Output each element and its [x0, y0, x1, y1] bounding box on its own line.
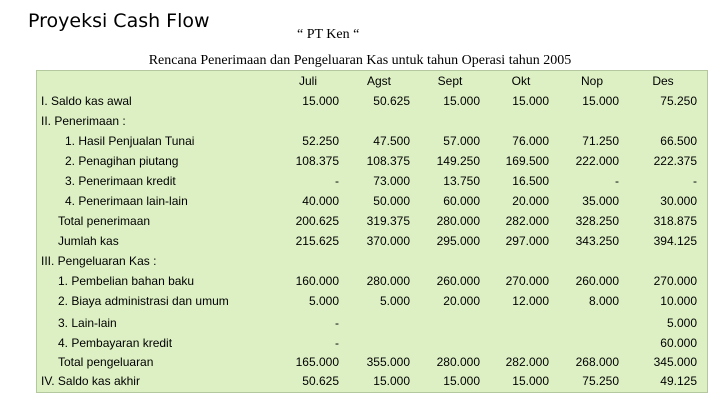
cell-value: 280.000	[436, 214, 480, 228]
cell-value: 222.000	[575, 154, 619, 168]
cell-value: 15.000	[582, 94, 619, 108]
cell-value: 20.000	[512, 194, 549, 208]
cash-flow-table	[36, 70, 708, 393]
cell-value: 5.000	[666, 316, 697, 330]
cell-value: 345.000	[653, 355, 697, 369]
row-label: 1. Pembelian bahan baku	[58, 274, 195, 288]
cell-value: 8.000	[588, 294, 619, 308]
cell-value: 15.000	[302, 94, 339, 108]
table-row	[37, 352, 707, 372]
cell-value: 50.625	[302, 374, 339, 388]
cell-value: 355.000	[366, 355, 410, 369]
cell-value: 15.000	[512, 94, 549, 108]
cell-value: 16.500	[512, 174, 549, 188]
table-row	[37, 151, 707, 171]
cell-value: 50.000	[373, 194, 410, 208]
cell-value: 295.000	[436, 234, 480, 248]
table-row	[37, 291, 707, 311]
cell-value: 60.000	[660, 336, 697, 350]
cell-value: 160.000	[295, 274, 339, 288]
cell-value: 73.000	[373, 174, 410, 188]
cell-value: 20.000	[443, 294, 480, 308]
row-label: III. Pengeluaran Kas :	[41, 254, 157, 268]
cell-value: 200.625	[295, 214, 339, 228]
cell-value: 343.250	[575, 234, 619, 248]
cell-value: 370.000	[366, 234, 410, 248]
cell-value: 169.500	[505, 154, 549, 168]
cell-value: -	[335, 174, 339, 188]
cell-value: 15.000	[443, 374, 480, 388]
cell-value: 12.000	[512, 294, 549, 308]
cell-value: 215.625	[295, 234, 339, 248]
slide-title: Proyeksi Cash Flow	[28, 10, 210, 32]
row-label: 2. Biaya administrasi dan umum	[58, 294, 229, 308]
cell-value: 222.375	[653, 154, 697, 168]
cell-value: 394.125	[653, 234, 697, 248]
cell-value: 319.375	[366, 214, 410, 228]
column-header: Agst	[366, 74, 391, 88]
cell-value: -	[335, 316, 339, 330]
cell-value: 47.500	[373, 134, 410, 148]
cell-value: 260.000	[436, 274, 480, 288]
cell-value: 328.250	[575, 214, 619, 228]
table-row	[37, 91, 707, 111]
table-row	[37, 211, 707, 231]
row-label: 3. Lain-lain	[58, 316, 117, 330]
cell-value: 52.250	[302, 134, 339, 148]
cell-value: 280.000	[366, 274, 410, 288]
row-label: IV. Saldo kas akhir	[41, 374, 140, 388]
cell-value: 149.250	[436, 154, 480, 168]
cell-value: 165.000	[295, 355, 339, 369]
table-row	[37, 251, 707, 271]
cell-value: 76.000	[512, 134, 549, 148]
cell-value: 268.000	[575, 355, 619, 369]
cell-value: 10.000	[660, 294, 697, 308]
cell-value: 40.000	[302, 194, 339, 208]
cell-value: 35.000	[582, 194, 619, 208]
cell-value: 66.500	[660, 134, 697, 148]
table-row	[37, 111, 707, 131]
cell-value: 297.000	[505, 234, 549, 248]
cell-value: 75.250	[582, 374, 619, 388]
column-header: Okt	[511, 74, 531, 88]
cell-value: 13.750	[443, 174, 480, 188]
table-subtitle: Rencana Penerimaan dan Pengeluaran Kas untuk tahun Operasi tahun 2005	[148, 53, 572, 68]
row-label: Total penerimaan	[58, 214, 151, 228]
cell-value: 5.000	[379, 294, 410, 308]
column-header: Nop	[580, 74, 603, 88]
table-row	[37, 371, 707, 391]
row-label: II. Penerimaan :	[41, 114, 126, 128]
table-row	[37, 131, 707, 151]
column-header: Sept	[437, 74, 463, 88]
cell-value: -	[693, 174, 697, 188]
cell-value: 49.125	[660, 374, 697, 388]
cell-value: 60.000	[443, 194, 480, 208]
column-header: Des	[652, 74, 674, 88]
cell-value: 108.375	[295, 154, 339, 168]
row-label: 2. Penagihan piutang	[65, 154, 179, 168]
row-label: 4. Penerimaan lain-lain	[65, 194, 188, 208]
column-header: Juli	[298, 74, 317, 88]
cell-value: -	[615, 174, 619, 188]
row-label: Jumlah kas	[58, 234, 119, 248]
cell-value: 260.000	[575, 274, 619, 288]
company-name: “ PT Ken “	[297, 27, 360, 42]
cell-value: 280.000	[436, 355, 480, 369]
cell-value: 15.000	[443, 94, 480, 108]
cell-value: 15.000	[373, 374, 410, 388]
table-row	[37, 313, 707, 333]
cell-value: 5.000	[308, 294, 339, 308]
table-row	[37, 171, 707, 191]
row-label: 1. Hasil Penjualan Tunai	[65, 134, 195, 148]
table-row	[37, 271, 707, 291]
cell-value: 57.000	[443, 134, 480, 148]
table-row	[37, 333, 707, 353]
header-row	[37, 71, 707, 91]
cell-value: 270.000	[505, 274, 549, 288]
cell-value: -	[335, 336, 339, 350]
cell-value: 282.000	[505, 355, 549, 369]
cell-value: 108.375	[366, 154, 410, 168]
cell-value: 71.250	[582, 134, 619, 148]
cell-value: 318.875	[653, 214, 697, 228]
cell-value: 282.000	[505, 214, 549, 228]
cell-value: 270.000	[653, 274, 697, 288]
row-label: 3. Penerimaan kredit	[65, 174, 176, 188]
cell-value: 30.000	[660, 194, 697, 208]
row-label: I. Saldo kas awal	[41, 94, 132, 108]
cell-value: 75.250	[660, 94, 697, 108]
table-row	[37, 231, 707, 251]
cell-value: 15.000	[512, 374, 549, 388]
cell-value: 50.625	[373, 94, 410, 108]
row-label: Total pengeluaran	[58, 355, 154, 369]
row-label: 4. Pembayaran kredit	[58, 336, 173, 350]
table-row	[37, 191, 707, 211]
